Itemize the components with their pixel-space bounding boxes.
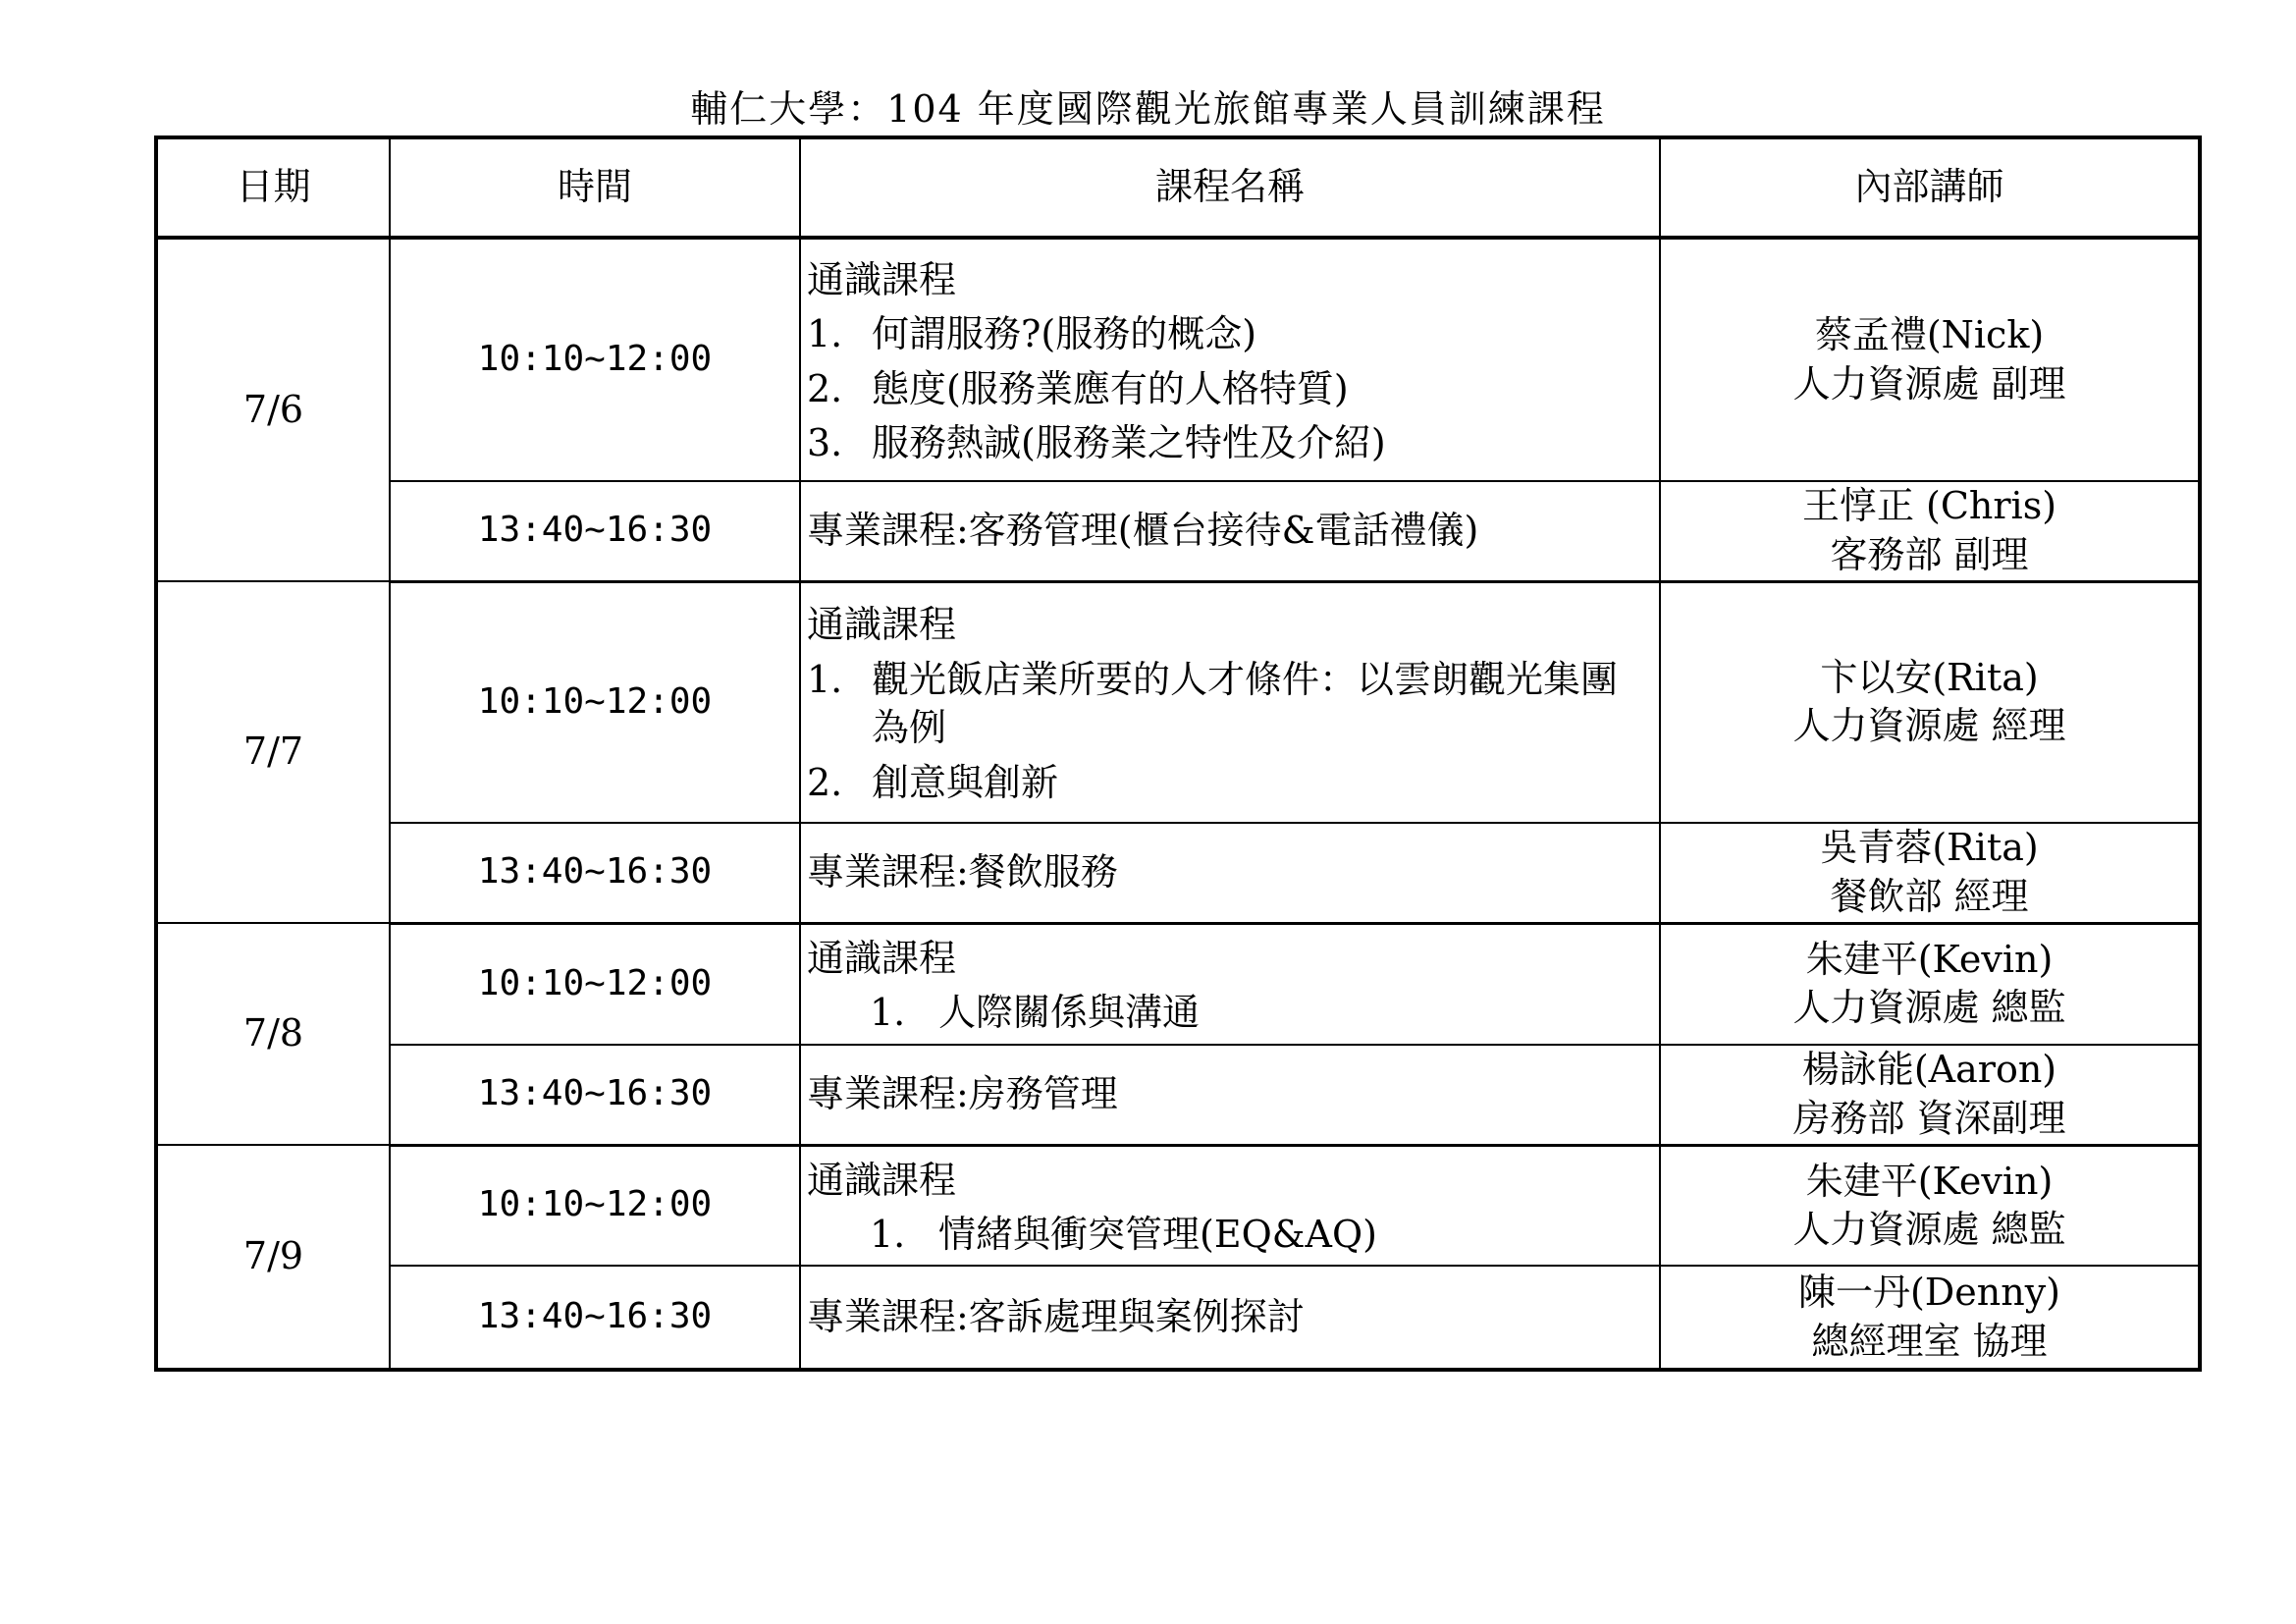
- time-cell: 13:40~16:30: [390, 1266, 800, 1370]
- item-text: 服務熱誠(服務業之特性及介紹): [872, 420, 1386, 464]
- teacher-cell: [1660, 581, 2200, 823]
- table-row: [156, 238, 2200, 481]
- teacher-name: 楊詠能(Aaron): [1801, 1048, 2057, 1092]
- date-cell: 7/9: [156, 1145, 390, 1370]
- teacher-title: 總經理室 協理: [1811, 1319, 2048, 1363]
- item-text: 何謂服務?(服務的概念): [872, 312, 1257, 356]
- course-cell: 專業課程:房務管理: [800, 1045, 1660, 1145]
- teacher-title: 人力資源處 副理: [1792, 361, 2066, 406]
- teacher-name: 王惇正 (Chris): [1801, 484, 2057, 528]
- course-cell: [800, 238, 1660, 481]
- item-number: 2.: [807, 366, 843, 410]
- teacher-name: 朱建平(Kevin): [1805, 937, 2054, 981]
- teacher-name: 蔡孟禮(Nick): [1814, 313, 2045, 357]
- item-text: 人際關係與溝通: [938, 991, 1201, 1035]
- teacher-name: 卞以安(Rita): [1820, 655, 2039, 699]
- table-row: [156, 1045, 2200, 1145]
- time-cell: 10:10~12:00: [390, 1145, 800, 1266]
- course-schedule-table: [154, 135, 2202, 1372]
- date-cell: 7/7: [156, 581, 390, 923]
- item-text: 態度(服務業應有的人格特質): [872, 366, 1349, 410]
- item-number: 1.: [807, 657, 843, 701]
- date-cell: 7/6: [156, 238, 390, 581]
- course-category: 通識課程: [807, 257, 957, 301]
- header-teacher: 內部講師: [1660, 137, 2200, 238]
- course-cell: 專業課程:餐飲服務: [800, 823, 1660, 923]
- header-time: 時間: [390, 137, 800, 238]
- table-row: [156, 923, 2200, 1045]
- teacher-cell: [1660, 1145, 2200, 1266]
- item-text: 觀光飯店業所要的人才條件：以雲朗觀光集團為例: [872, 657, 1619, 750]
- table-row: [156, 481, 2200, 581]
- teacher-name: 朱建平(Kevin): [1805, 1159, 2054, 1203]
- course-item: [807, 1211, 1653, 1259]
- course-item: [807, 989, 1653, 1037]
- time-cell: 13:40~16:30: [390, 1045, 800, 1145]
- header-date: 日期: [156, 137, 390, 238]
- item-text: 創意與創新: [872, 760, 1059, 804]
- table-header-row: [156, 137, 2200, 238]
- item-number: 2.: [807, 760, 843, 804]
- course-item: [807, 656, 1653, 753]
- time-cell: 13:40~16:30: [390, 481, 800, 581]
- teacher-title: 餐飲部 經理: [1830, 874, 2029, 918]
- course-cell: [800, 923, 1660, 1045]
- teacher-name: 吳青蓉(Rita): [1820, 826, 2039, 870]
- table-row: [156, 823, 2200, 923]
- item-text: 情緒與衝突管理(EQ&AQ): [938, 1212, 1377, 1256]
- course-category: 通識課程: [807, 936, 957, 980]
- course-cell: 專業課程:客務管理(櫃台接待&電話禮儀): [800, 481, 1660, 581]
- course-cell: [800, 581, 1660, 823]
- teacher-cell: [1660, 1266, 2200, 1370]
- teacher-cell: [1660, 923, 2200, 1045]
- course-item: [807, 310, 1653, 358]
- date-cell: 7/8: [156, 923, 390, 1145]
- teacher-cell: [1660, 823, 2200, 923]
- document-title: 輔仁大學：104 年度國際觀光旅館專業人員訓練課程: [690, 87, 1606, 131]
- teacher-name: 陳一丹(Denny): [1797, 1271, 2061, 1315]
- teacher-title: 客務部 副理: [1830, 532, 2029, 576]
- course-cell: [800, 1145, 1660, 1266]
- teacher-title: 人力資源處 總監: [1792, 986, 2066, 1030]
- time-cell: 10:10~12:00: [390, 238, 800, 481]
- teacher-cell: [1660, 481, 2200, 581]
- course-item: [807, 759, 1653, 807]
- time-cell: 10:10~12:00: [390, 581, 800, 823]
- teacher-title: 房務部 資深副理: [1792, 1096, 2066, 1140]
- teacher-cell: [1660, 238, 2200, 481]
- course-item: [807, 419, 1653, 467]
- table-row: [156, 581, 2200, 823]
- course-item: [807, 365, 1653, 413]
- course-category: 通識課程: [807, 1158, 957, 1202]
- item-number: 3.: [807, 420, 843, 464]
- course-cell: 專業課程:客訴處理與案例探討: [800, 1266, 1660, 1370]
- teacher-title: 人力資源處 總監: [1792, 1207, 2066, 1251]
- time-cell: 13:40~16:30: [390, 823, 800, 923]
- course-category: 通識課程: [807, 603, 957, 647]
- item-number: 1.: [870, 1212, 906, 1256]
- item-number: 1.: [807, 312, 843, 356]
- teacher-title: 人力資源處 經理: [1792, 704, 2066, 748]
- item-number: 1.: [870, 991, 906, 1035]
- header-course: 課程名稱: [800, 137, 1660, 238]
- time-cell: 10:10~12:00: [390, 923, 800, 1045]
- table-row: [156, 1266, 2200, 1370]
- table-row: [156, 1145, 2200, 1266]
- teacher-cell: [1660, 1045, 2200, 1145]
